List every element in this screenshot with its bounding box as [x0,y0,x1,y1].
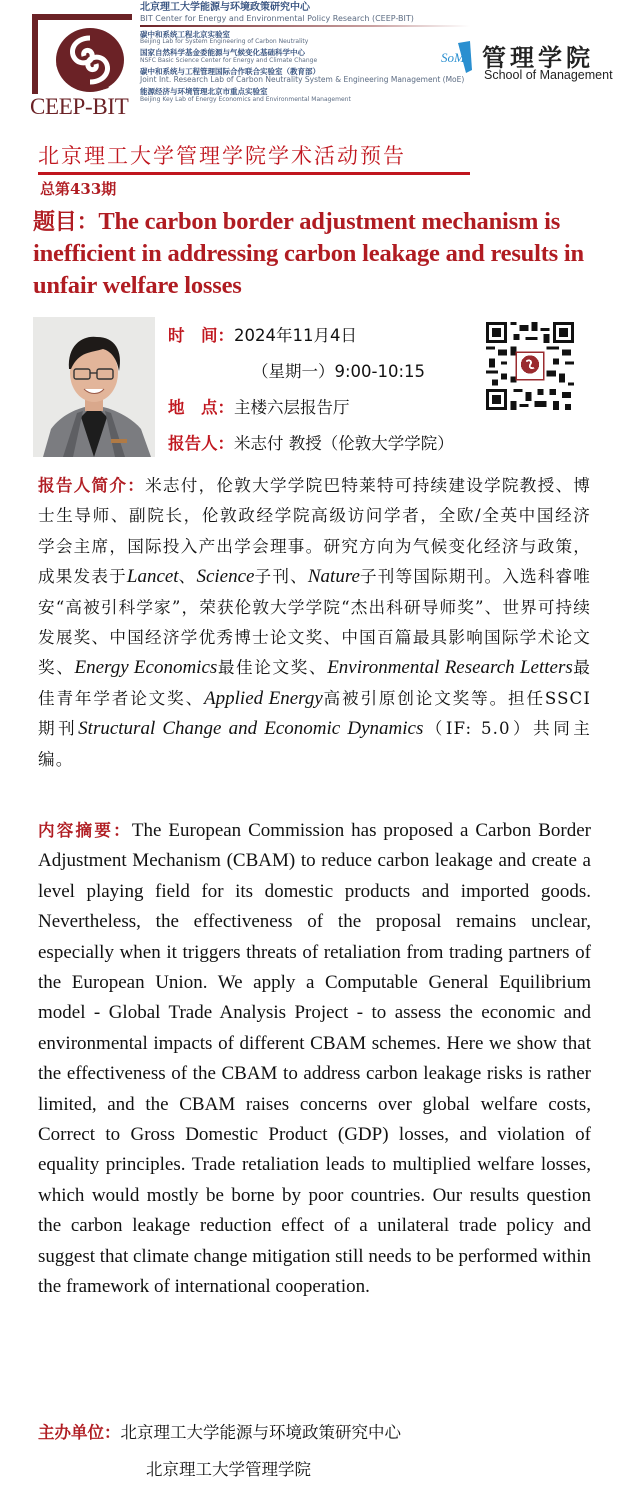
speaker-label: 报告人： [168,434,234,453]
ceep-logo-frame-top [32,14,132,20]
lab-1-en: Beijing Lab for System Engineering of Carbon Neutrality [140,38,309,46]
ceep-swirl-logo-icon [44,24,128,96]
time-row [168,322,357,346]
place-row [168,394,350,418]
ceep-logo-frame-left [32,14,38,94]
bio-text-3: 子刊等国际期刊。入选科睿唯安“高被引科学家”，荣获伦敦大学学院“杰出科研导师奖”、世界可持续发展奖、中国经济学优秀博士论文奖、中国百篇最具影响国际学术论文奖、 [38,567,591,678]
bio-text-7: （IF: 5.0）共同主编。 [38,719,591,769]
lab-2-cn: 国家自然科学基金委能源与气候变化基础科学中心 [140,48,305,58]
topic-text: The carbon border adjustment mechanism is inefficient in addressing carbon leakage and results in unfair welfare losses [33,208,584,299]
abstract-label: 内容摘要： [38,820,132,840]
title-underline [38,172,470,175]
abstract [38,815,591,1303]
lab-3-en: Joint Int. Research Lab of Carbon Neutrality System & Engineering Management (MoE) [140,75,465,85]
som-mark-text: SoM [441,50,465,65]
organizers [38,1414,401,1488]
journal-scied: Structural Change and Economic Dynamics [78,718,424,740]
place-label: 地 点： [168,398,234,417]
som-logo-icon [440,40,474,74]
organizer-2: 北京理工大学管理学院 [146,1460,311,1479]
page-title: 北京理工大学管理学院学术活动预告 [38,144,406,168]
bio-text-5: 最佳青年学者论文奖、 [38,658,591,708]
journal-applied-energy: Applied Energy [204,687,323,709]
time-label: 时 间： [168,326,234,345]
header-divider [140,25,470,27]
lab-1-cn: 碳中和系统工程北京实验室 [140,29,230,39]
qr-code-icon[interactable] [486,322,574,410]
journal-science: Science [196,566,255,588]
bio-label: 报告人简介： [38,475,146,495]
bio-text-4: 最佳论文奖、 [217,658,328,678]
journal-energy-economics: Energy Economics [74,657,218,679]
lab-4-en: Beijing Key Lab of Energy Economics and Environmental Management [140,95,351,103]
weekday-time-row [252,358,425,382]
journal-nature: Nature [307,566,360,588]
bio-text-2: 子刊、 [254,567,308,587]
lab-4-cn: 能源经济与环境管理北京市重点实验室 [140,86,268,96]
center-name-cn: 北京理工大学能源与环境政策研究中心 [140,2,310,13]
speaker-name: 米志付 教授（伦敦大学学院） [234,434,454,453]
som-name-cn: 管理学院 [482,44,594,72]
talk-topic [33,206,623,302]
organizer-1: 北京理工大学能源与环境政策研究中心 [120,1423,401,1442]
abstract-text: The European Commission has proposed a Carbon Border Adjustment Mechanism (CBAM) to reduce carbon leakage and create a level playing field for its domestic products and imported goods. Nevertheless, the effectiveness of the proposal remains unclear, especially when it triggers threats of retaliation from trading partners of the European Union. We apply a Computable General Equilibrium model - Global Trade Analysis Project - to assess the economic and environmental impacts of different CBAM schemes. Here we show that the effectiveness of the CBAM to address carbon leakage risks is rather limited, and the CBAM raises concerns over global welfare costs, Correct to Gross Domestic Product (GDP) losses, and violation of equality principles. Trade retaliation leads to multiplied welfare losses, which would mostly be borne by poor countries. Our results question the carbon leakage reduction effect of a unilateral trade policy and suggest that climate change mitigation still needs to be performed within the framework of international cooperation. [38,820,591,1298]
center-name-en: BIT Center for Energy and Environmental Policy Research (CEEP-BIT) [140,13,414,23]
event-date: 2024年11月4日 [234,326,357,345]
bio-sep-1: 、 [178,567,197,587]
lab-3-cn: 碳中和系统与工程管理国际合作联合实验室（教育部） [140,66,320,76]
organizers-label: 主办单位： [38,1423,121,1442]
ceep-logo-text: CEEP-BIT [30,94,129,119]
som-name-en: School of Management [484,68,613,82]
speaker-photo [33,317,155,457]
bio-text-1: 米志付，伦敦大学学院巴特莱特可持续建设学院教授、博士生导师、副院长，伦敦政经学院高级访问学者，全欧/全英中国经济学会主席，国际投入产出学会理事。研究方向为气候变化经济与政策，成果发表于 [38,476,591,587]
speaker-bio [38,470,591,775]
issue-number: 总第433期 [40,180,117,198]
speaker-row [168,430,454,454]
event-place: 主楼六层报告厅 [234,398,350,417]
bio-text-6: 高被引原创论文奖等。担任SSCI期刊 [38,688,592,739]
topic-label: 题目： [33,209,99,235]
journal-lancet: Lancet [126,566,179,588]
journal-erl: Environmental Research Letters [327,657,573,679]
event-weekday-time: （星期一）9:00-10:15 [252,362,426,381]
lab-2-en: NSFC Basic Science Center for Energy and Climate Change [140,56,318,64]
